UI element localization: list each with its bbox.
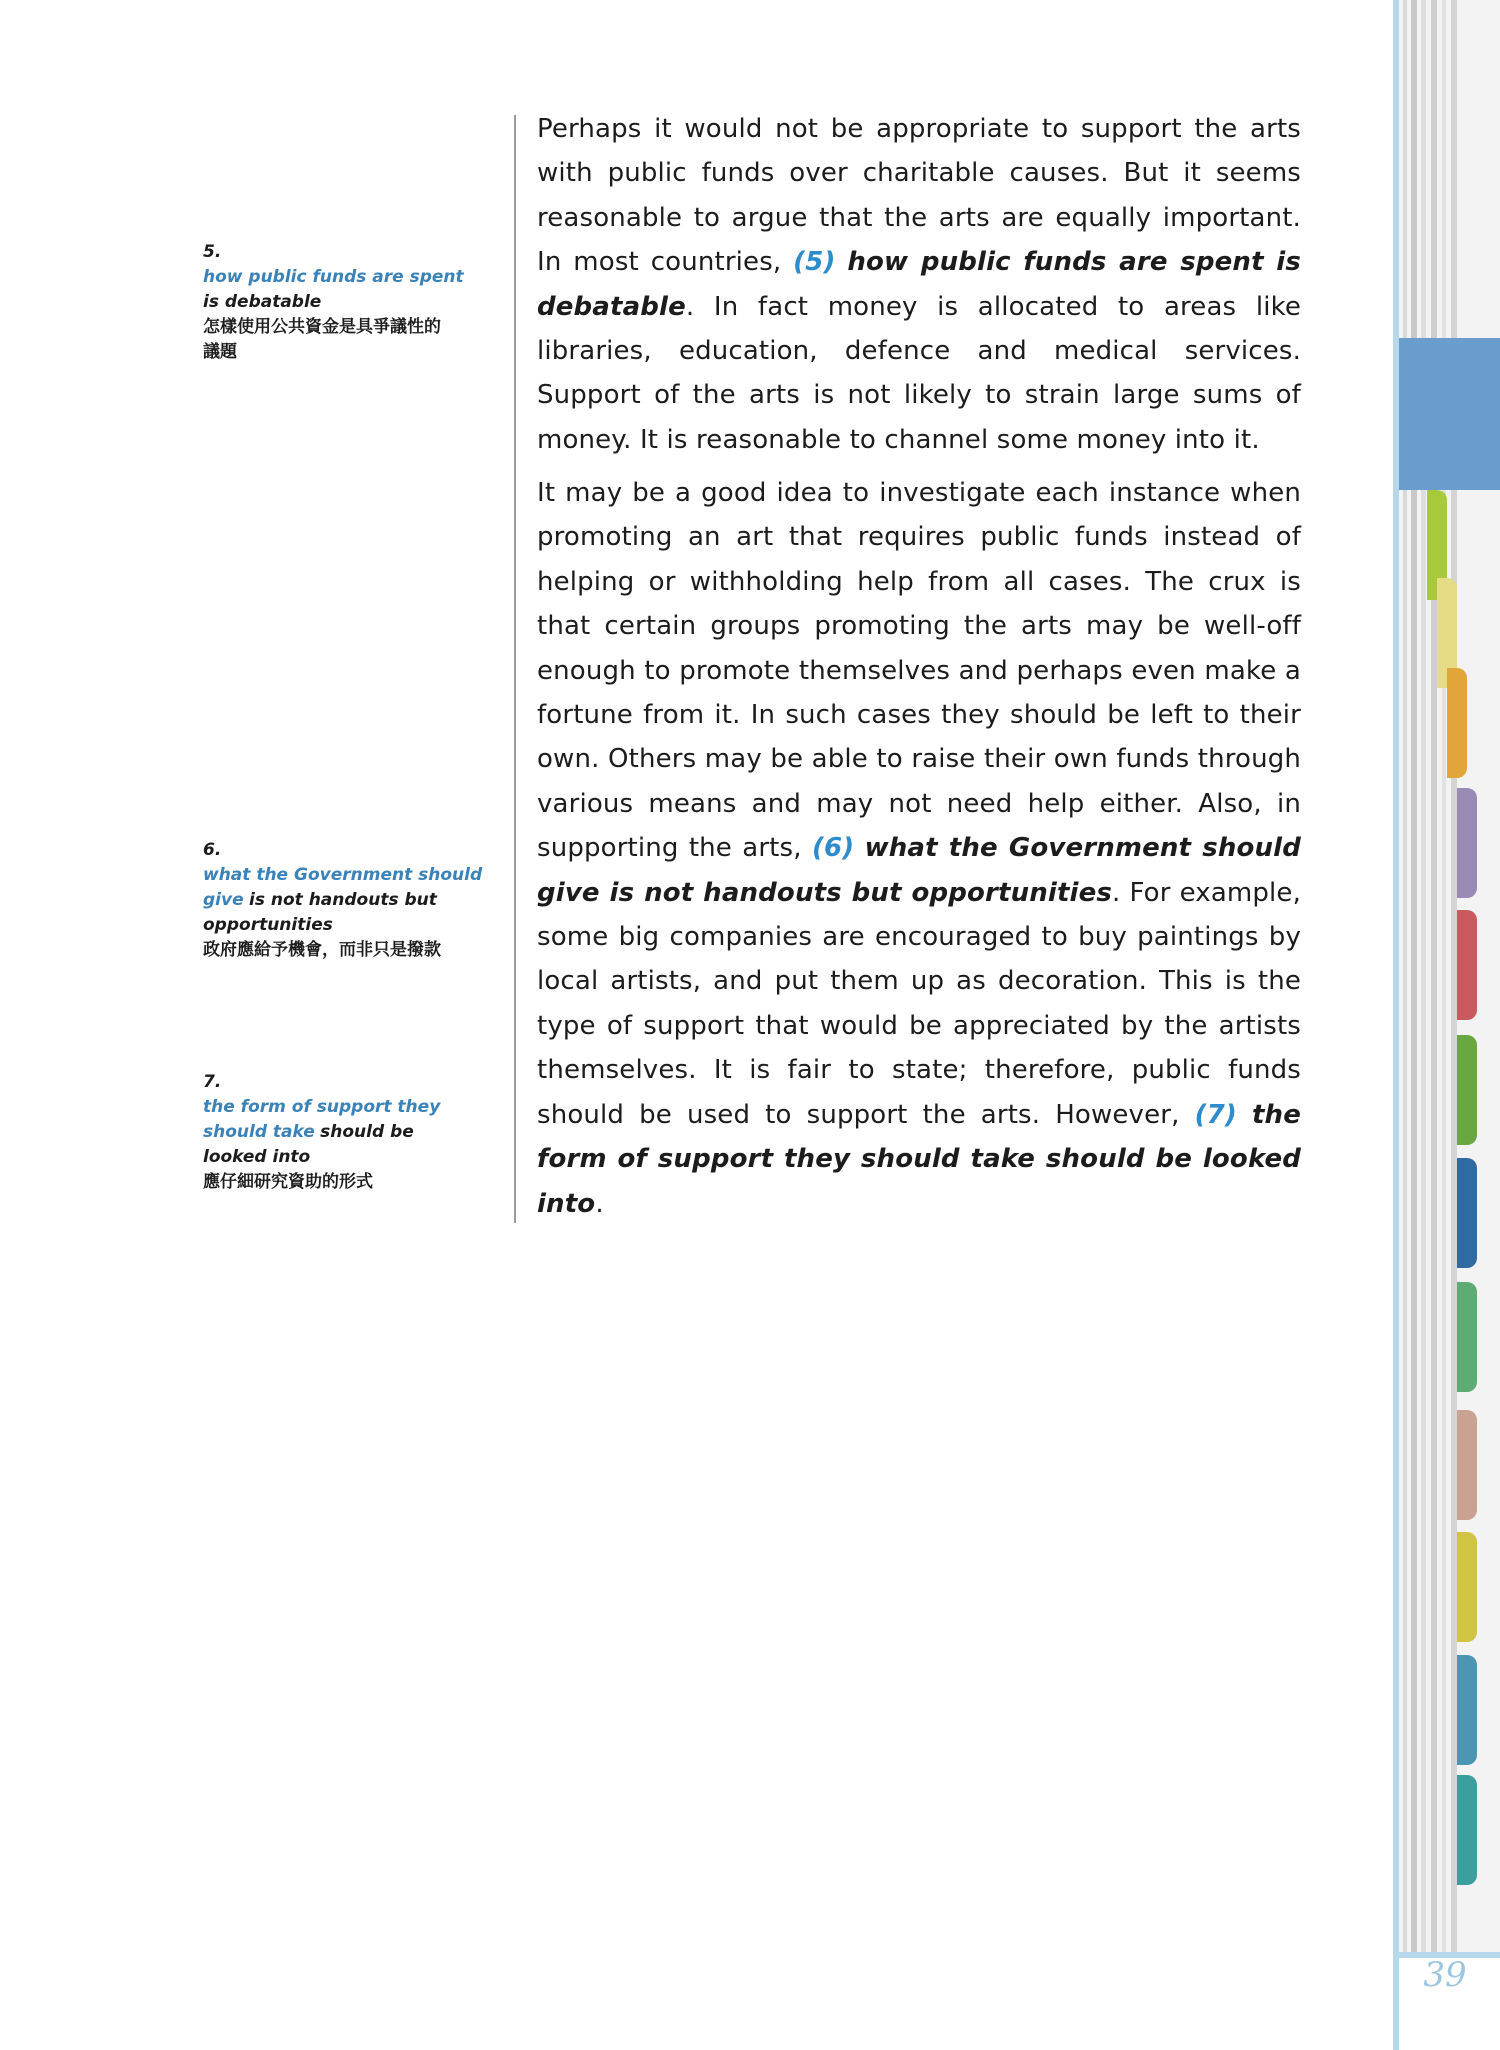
section-tab-purple [1457, 788, 1477, 898]
note-chinese-line1: 怎樣使用公共資金是具爭議性的 [203, 317, 441, 337]
section-tab-olive [1457, 1532, 1477, 1642]
note-chinese: 應仔細研究資助的形式 [203, 1172, 373, 1192]
paragraph-2 [537, 471, 1301, 1226]
section-tab-cyan [1457, 1775, 1477, 1885]
note-chinese-line2: 議題 [203, 342, 237, 362]
paragraph-text: . [595, 1188, 604, 1219]
note-phrase-blue: give [203, 890, 244, 910]
note-phrase-black: looked into [203, 1147, 311, 1167]
reference-marker-6: (6) [811, 833, 855, 864]
current-section-tab [1399, 338, 1500, 490]
note-number: 5. [203, 242, 222, 262]
note-phrase-blue: how public funds are spent [203, 267, 464, 287]
note-phrase-black: opportunities [203, 915, 333, 935]
section-tab-orange [1447, 668, 1467, 778]
emphasis-phrase-7: the form of support they should take should be looked into [537, 1099, 1301, 1219]
margin-note-7 [203, 1070, 493, 1195]
page-number: 39 [1423, 1955, 1467, 1995]
section-tab-blue [1457, 1655, 1477, 1765]
emphasis-phrase-5: how public funds are spent is debatable [537, 247, 1301, 322]
note-phrase-black: is not handouts but [249, 890, 437, 910]
column-divider [514, 115, 516, 1223]
margin-note-5 [203, 240, 493, 365]
paragraph-text: It may be a good idea to investigate each instance when promoting an art that requires public funds instead of helping or withholding help from all cases. The crux is that certain groups promoting the arts may be well-off enough to promote themselves and perhaps even make a fortune from it. In such cases they should be left to their own. Others may be able to raise their own funds through various means and may not need help either. Also, in supporting the arts, [537, 478, 1301, 864]
section-tab-tan [1457, 1410, 1477, 1520]
section-tab-green-2 [1457, 1035, 1477, 1145]
paragraph-1 [537, 107, 1301, 462]
note-phrase-black: is debatable [203, 292, 322, 312]
margin-note-6 [203, 838, 493, 963]
note-phrase-blue: the form of support they [203, 1097, 441, 1117]
note-number: 6. [203, 840, 222, 860]
note-phrase-blue: should take [203, 1122, 315, 1142]
note-phrase-black: should be [320, 1122, 414, 1142]
paragraph-text: . For example, some big companies are encouraged to buy paintings by local artists, and put them up as decoration. This is the type of support that would be appreciated by the artists themselves. It is fair to state; therefore, public funds should be used to support the arts. However, [537, 877, 1301, 1130]
note-phrase-blue: what the Government should [203, 865, 483, 885]
section-tab-teal [1457, 1282, 1477, 1392]
section-tab-navy [1457, 1158, 1477, 1268]
reference-marker-5: (5) [793, 247, 836, 278]
paragraph-text: . In fact money is allocated to areas like libraries, education, defence and medical services. Support of the arts is not likely to strain large sums of money. It is reasonable to channel some money into it. [537, 291, 1301, 455]
paragraph-text: Perhaps it would not be appropriate to support the arts with public funds over charitable causes. But it seems reasonable to argue that the arts are equally important. In most countries, [537, 114, 1301, 278]
note-number: 7. [203, 1072, 222, 1092]
emphasis-phrase-6: what the Government should give is not handouts but opportunities [537, 833, 1302, 908]
note-chinese: 政府應給予機會，而非只是撥款 [203, 940, 441, 960]
reference-marker-7: (7) [1194, 1099, 1237, 1130]
page-edge-tabs [1393, 0, 1500, 2050]
section-tab-red [1457, 910, 1477, 1020]
